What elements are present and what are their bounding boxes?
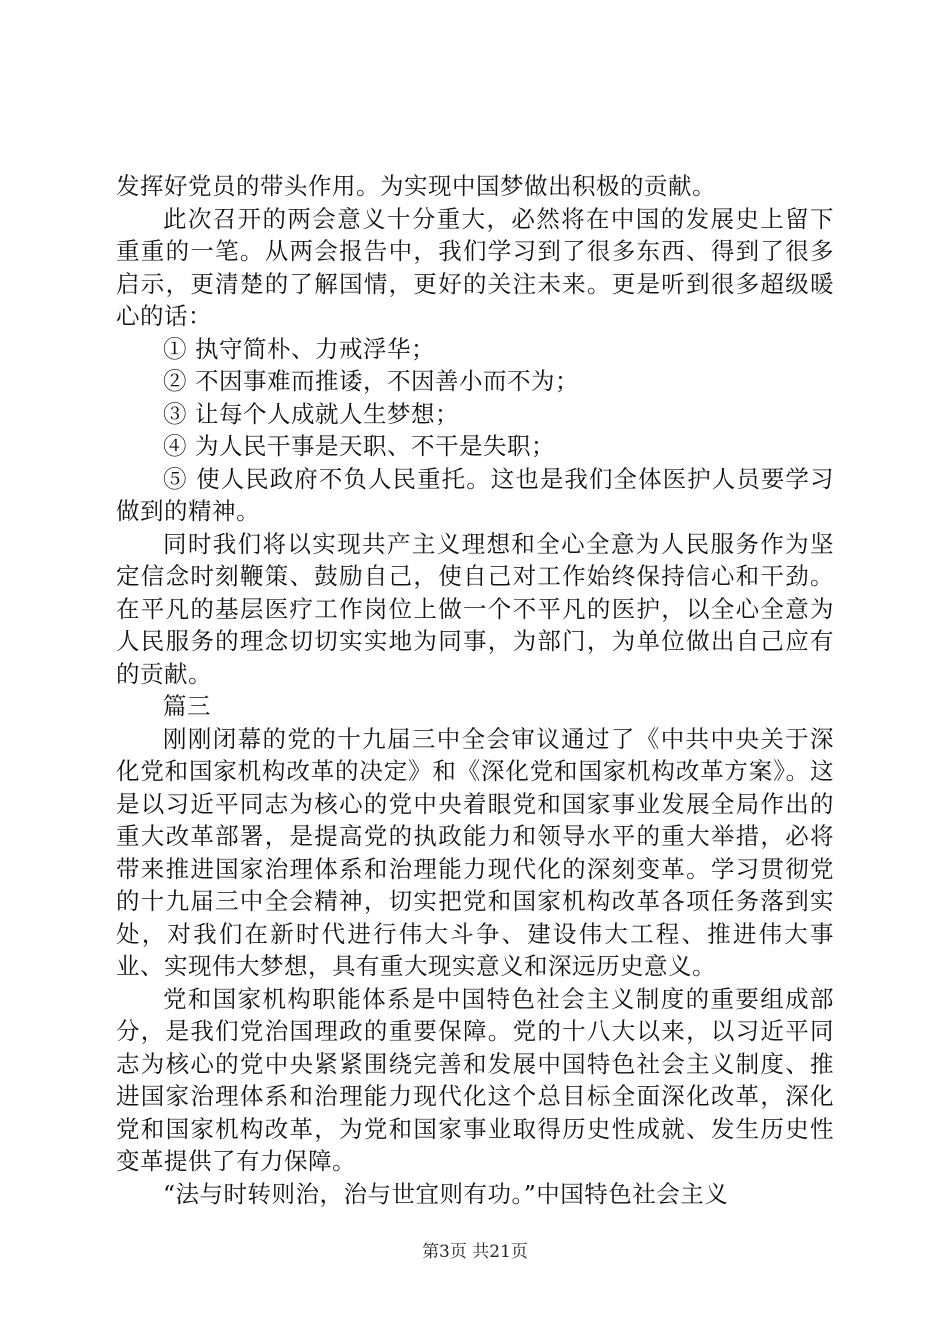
list-item-5: ⑤ 使人民政府不负人民重托。这也是我们全体医护人员要学习做到的精神。	[116, 464, 834, 525]
paragraph-plenary-session: 刚刚闭幕的党的十九届三中全会审议通过了《中共中央关于深化党和国家机构改革的决定》和《深化党和国家机构改革方案》。这是以习近平同志为核心的党中央着眼党和国家事业发展全局作出的重大改革部署，是提高党的执政能力和领导水平的重大举措，必将带来推进国家治理体系和治理能力现代化的深刻变革。学习贯彻党的十九届三中全会精神，切实把党和国家机构改革各项任务落到实处，对我们在新时代进行伟大斗争、建设伟大工程、推进伟大事业、实现伟大梦想，具有重大现实意义和深远历史意义。	[116, 724, 834, 980]
paragraph-two-sessions: 此次召开的两会意义十分重大，必然将在中国的发展史上留下重重的一笔。从两会报告中，我们学习到了很多东西、得到了很多启示，更清楚的了解国情，更好的关注未来。更是听到很多超级暖心的话：	[116, 204, 834, 330]
list-item-1: ① 执守简朴、力戒浮华；	[163, 334, 435, 363]
paragraph-quote: “法与时转则治，治与世宜则有功。”中国特色社会主义	[163, 1179, 729, 1208]
page-number: 第3页 共21页	[422, 1242, 528, 1262]
document-body	[116, 170, 834, 1210]
list-item-4: ④ 为人民干事是天职、不干是失职；	[163, 432, 555, 460]
list-item-3: ③ 让每个人成就人生梦想；	[163, 399, 459, 428]
paragraph-continuation: 发挥好党员的带头作用。为实现中国梦做出积极的贡献。	[116, 172, 716, 200]
list-item-2: ② 不因事难而推诿，不因善小而不为；	[163, 367, 579, 395]
section-heading: 篇三	[163, 692, 211, 720]
paragraph-commitment: 同时我们将以实现共产主义理想和全心全意为人民服务作为坚定信念时刻鞭策、鼓励自己，使自己对工作始终保持信心和干劲。在平凡的基层医疗工作岗位上做一个不平凡的医护，以全心全意为人民服务的理念切切实实地为同事，为部门，为单位做出自己应有的贡献。	[116, 529, 834, 688]
paragraph-institutional-system: 党和国家机构职能体系是中国特色社会主义制度的重要组成部分，是我们党治国理政的重要保障。党的十八大以来，以习近平同志为核心的党中央紧紧围绕完善和发展中国特色社会主义制度、推进国家治理体系和治理能力现代化这个总目标全面深化改革，深化党和国家机构改革，为党和国家事业取得历史性成就、发生历史性变革提供了有力保障。	[116, 984, 834, 1175]
